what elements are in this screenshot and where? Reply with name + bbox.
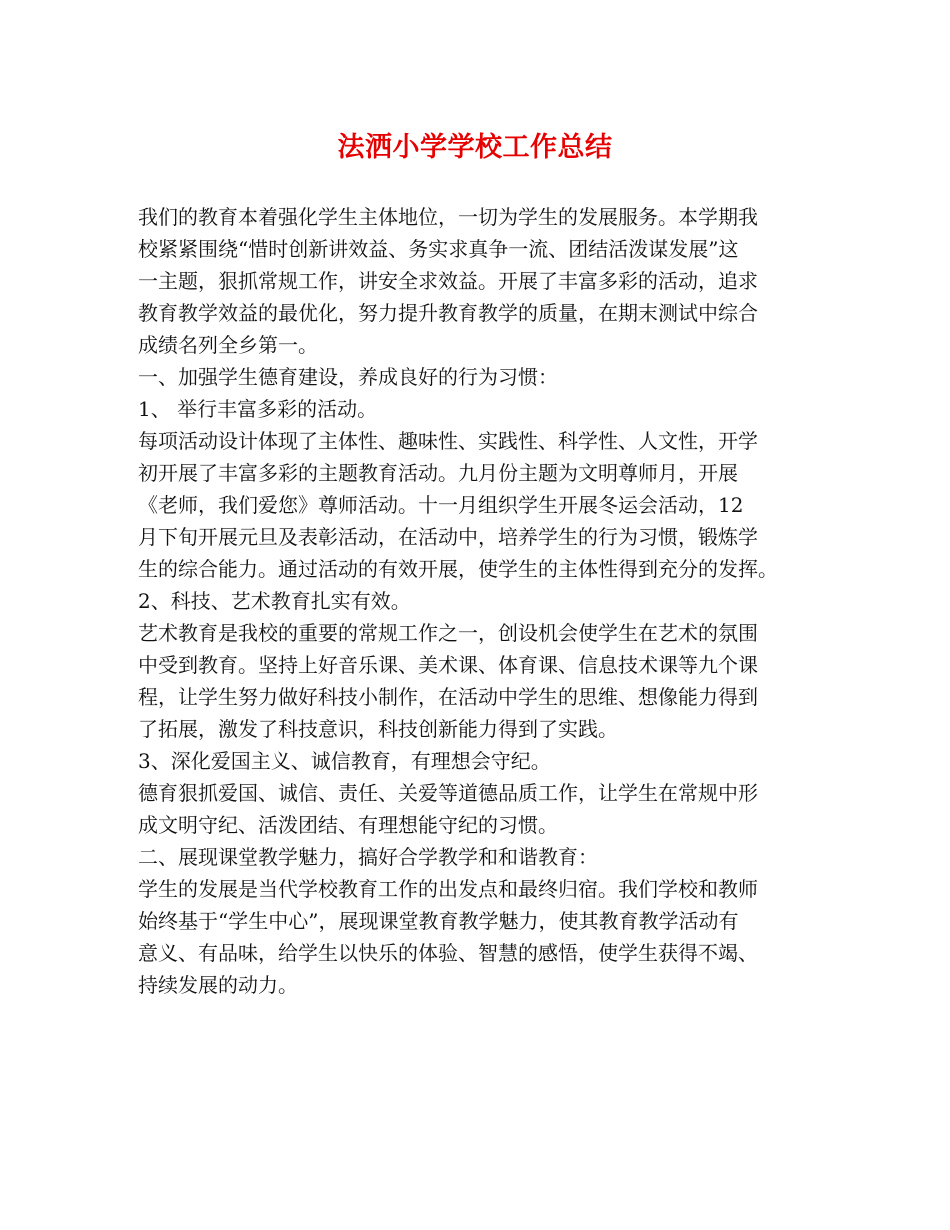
body-line: 《老师，我们爱您》尊师活动。十一月组织学生开展冬运会活动，12: [138, 493, 744, 517]
body-line: 德育狠抓爱国、诚信、责任、关爱等道德品质工作，让学生在常规中形: [138, 781, 758, 805]
body-line: 学生的发展是当代学校教育工作的出发点和最终归宿。我们学校和教师: [138, 877, 758, 901]
body-line: 一主题，狠抓常规工作，讲安全求效益。开展了丰富多彩的活动，追求: [138, 269, 758, 293]
body-line: 每项活动设计体现了主体性、趣味性、实践性、科学性、人文性，开学: [138, 429, 758, 453]
body-line: 生的综合能力。通过活动的有效开展，使学生的主体性得到充分的发挥。: [138, 557, 778, 581]
document-body: [138, 201, 818, 1001]
section-heading: 二、展现课堂教学魅力，搞好合学教学和和谐教育：: [138, 845, 598, 869]
subsection-heading: 2、科技、艺术教育扎实有效。: [138, 589, 411, 613]
body-line: 成文明守纪、活泼团结、有理想能守纪的习惯。: [138, 813, 558, 837]
body-line: 始终基于“学生中心”，展现课堂教育教学魅力，使其教育教学活动有: [138, 909, 739, 933]
section-heading: 一、加强学生德育建设，养成良好的行为习惯：: [138, 365, 558, 389]
body-line: 校紧紧围绕“惜时创新讲效益、务实求真争一流、团结活泼谋发展”这: [138, 237, 739, 261]
body-line: 我们的教育本着强化学生主体地位，一切为学生的发展服务。本学期我: [138, 205, 758, 229]
body-line: 中受到教育。坚持上好音乐课、美术课、体育课、信息技术课等九个课: [138, 653, 758, 677]
body-line: 艺术教育是我校的重要的常规工作之一，创设机会使学生在艺术的氛围: [138, 621, 758, 645]
body-line: 教育教学效益的最优化，努力提升教育教学的质量，在期末测试中综合: [138, 301, 758, 325]
subsection-heading: 1、 举行丰富多彩的活动。: [138, 397, 378, 421]
subsection-heading: 3、深化爱国主义、诚信教育，有理想会守纪。: [138, 749, 551, 773]
body-line: 月下旬开展元旦及表彰活动，在活动中，培养学生的行为习惯，锻炼学: [138, 525, 758, 549]
body-line: 成绩名列全乡第一。: [138, 333, 318, 357]
body-line: 初开展了丰富多彩的主题教育活动。九月份主题为文明尊师月，开展: [138, 461, 738, 485]
body-line: 意义、有品味，给学生以快乐的体验、智慧的感悟，使学生获得不竭、: [138, 941, 758, 965]
body-line: 持续发展的动力。: [138, 973, 298, 997]
body-line: 了拓展，激发了科技意识，科技创新能力得到了实践。: [138, 717, 618, 741]
document-title: 法洒小学学校工作总结: [337, 132, 613, 163]
body-line: 程，让学生努力做好科技小制作，在活动中学生的思维、想像能力得到: [138, 685, 758, 709]
